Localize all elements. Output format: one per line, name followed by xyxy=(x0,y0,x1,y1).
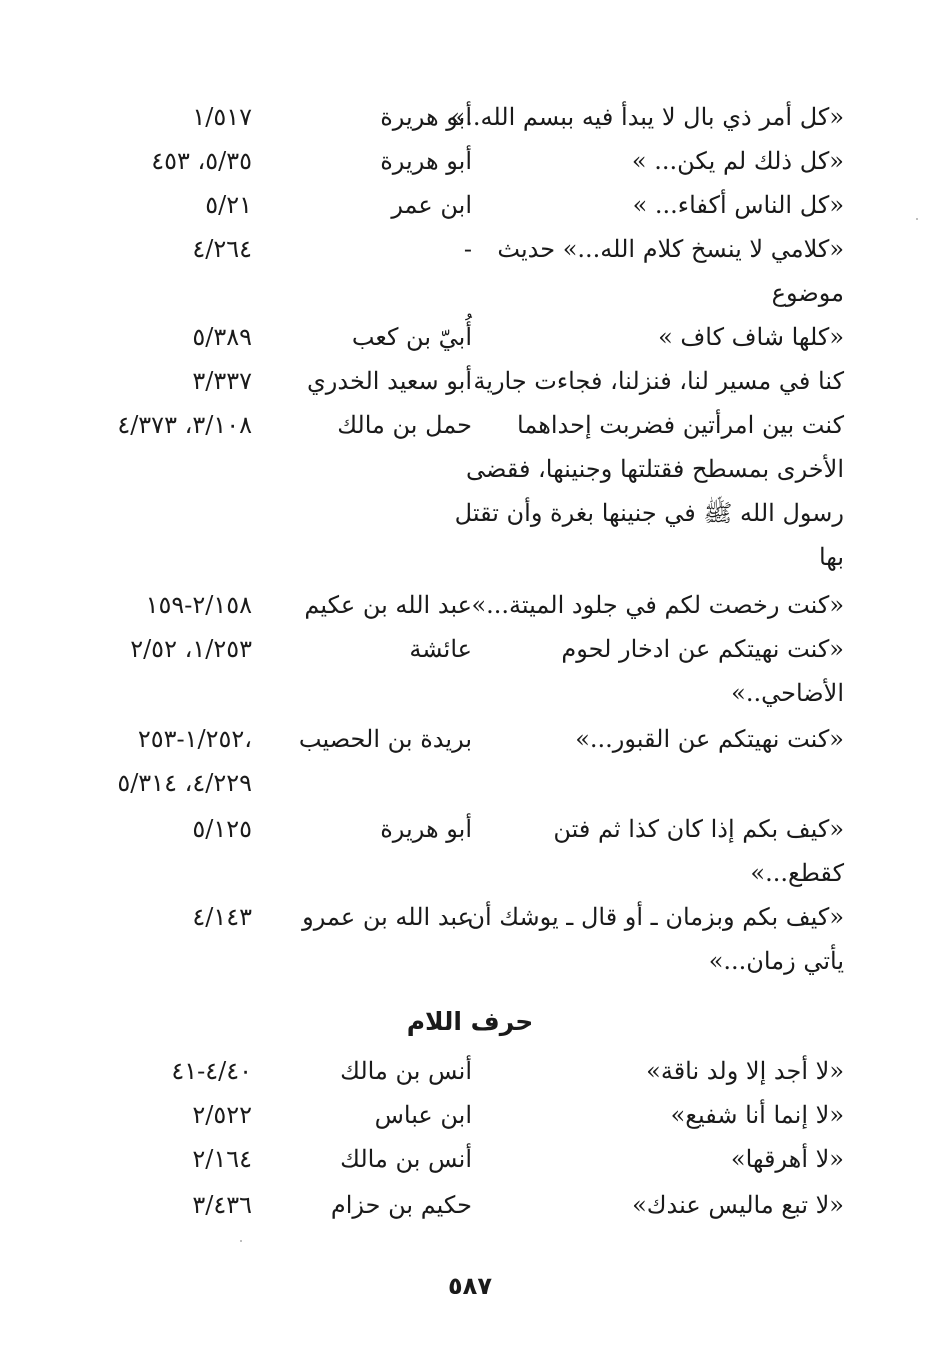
narrator: ابن عمر xyxy=(391,191,472,219)
hadith-text: الأخرى بمسطح فقتلتها وجنينها، فقضى xyxy=(466,455,844,483)
index-row-continuation xyxy=(0,270,940,316)
index-row-continuation xyxy=(0,490,940,536)
scan-speck xyxy=(916,218,918,220)
page-reference: ٥/٢١ xyxy=(205,191,252,219)
index-row xyxy=(0,226,940,272)
index-row xyxy=(0,626,940,672)
hadith-text: يأتي زمان...» xyxy=(708,947,844,975)
hadith-text: «كلها شاف كاف » xyxy=(658,323,844,351)
hadith-text: «كل الناس أكفاء... » xyxy=(632,191,844,219)
hadith-text: كقطع...» xyxy=(750,859,844,887)
page-reference: ١/٢٥٢-٢٥٣، xyxy=(137,725,252,753)
index-row xyxy=(0,182,940,228)
hadith-text: موضوع xyxy=(771,279,844,307)
narrator: أبو هريرة xyxy=(380,147,472,175)
narrator: أنس بن مالك xyxy=(340,1057,472,1085)
index-row-continuation xyxy=(0,760,940,806)
page-reference: ٤/١٤٣ xyxy=(192,903,252,931)
page-reference: ٤/٢٢٩، ٥/٣١٤ xyxy=(117,769,252,797)
narrator: أبو هريرة xyxy=(380,815,472,843)
narrator: عبد الله بن عكيم xyxy=(304,591,472,619)
narrator: عائشة xyxy=(409,635,472,663)
narrator: بريدة بن الحصيب xyxy=(298,725,472,753)
narrator: - xyxy=(463,235,472,263)
hadith-text: «كلامي لا ينسخ كلام الله...» حديث xyxy=(497,235,844,263)
hadith-text: «كيف بكم وبزمان ـ أو قال ـ يوشك أن xyxy=(467,903,844,931)
narrator: حمل بن مالك xyxy=(337,411,472,439)
page-reference: ٣/٤٣٦ xyxy=(192,1191,252,1219)
index-row xyxy=(0,314,940,360)
hadith-text: بها xyxy=(818,543,844,571)
page-reference: ٢/٥٢٢ xyxy=(192,1101,252,1129)
index-row xyxy=(0,138,940,184)
page-reference: ١/٢٥٣، ٢/٥٢ xyxy=(130,635,252,663)
index-row xyxy=(0,806,940,852)
index-row xyxy=(0,582,940,628)
narrator: عبد الله بن عمرو xyxy=(302,903,472,931)
index-row-continuation xyxy=(0,534,940,580)
index-row xyxy=(0,1182,940,1228)
page-number: ٥٨٧ xyxy=(448,1272,492,1300)
page-reference: ٥/٣٨٩ xyxy=(192,323,252,351)
hadith-text: «لا أهرقها» xyxy=(730,1145,844,1173)
hadith-text: كنا في مسير لنا، فنزلنا، فجاءت جارية xyxy=(473,367,844,395)
scan-speck xyxy=(240,1240,242,1242)
page-reference: ٢/١٥٨-١٥٩ xyxy=(145,591,252,619)
index-row-continuation xyxy=(0,446,940,492)
page-reference: ١/٥١٧ xyxy=(192,103,252,131)
hadith-text: «كيف بكم إذا كان كذا ثم فتن xyxy=(553,815,844,843)
index-row xyxy=(0,894,940,940)
narrator: أُبيّ بن كعب xyxy=(351,323,472,351)
narrator: ابن عباس xyxy=(374,1101,472,1129)
page-reference: ٥/٣٥، ٤٥٣ xyxy=(151,147,252,175)
index-row-continuation xyxy=(0,850,940,896)
page-reference: ٤/٢٦٤ xyxy=(192,235,252,263)
hadith-text: «لا أجد إلا ولد ناقة» xyxy=(646,1057,844,1085)
narrator: حكيم بن حزام xyxy=(330,1191,472,1219)
page-reference: ٤/٤٠-٤١ xyxy=(171,1057,252,1085)
hadith-text: الأضاحي..» xyxy=(731,679,844,707)
index-row xyxy=(0,402,940,448)
index-row xyxy=(0,1048,940,1094)
narrator: أبو هريرة xyxy=(380,103,472,131)
index-row xyxy=(0,1092,940,1138)
hadith-text: «لا إنما أنا شفيع» xyxy=(670,1101,844,1129)
index-row xyxy=(0,1136,940,1182)
hadith-text: «كل ذلك لم يكن... » xyxy=(631,147,844,175)
hadith-text: «لا تبع ماليس عندك» xyxy=(632,1191,844,1219)
hadith-text: «كل أمر ذي بال لا يبدأ فيه ببسم الله..» xyxy=(450,103,844,131)
narrator: أنس بن مالك xyxy=(340,1145,472,1173)
hadith-text: كنت بين امرأتين فضربت إحداهما xyxy=(517,411,844,439)
page-reference: ٥/١٢٥ xyxy=(192,815,252,843)
index-row xyxy=(0,716,940,762)
page-reference: ٣/٣٣٧ xyxy=(192,367,252,395)
hadith-text: «كنت نهيتكم عن القبور...» xyxy=(575,725,844,753)
hadith-text: رسول الله ﷺ في جنينها بغرة وأن تقتل xyxy=(454,499,844,527)
hadith-text: «كنت نهيتكم عن ادخار لحوم xyxy=(561,635,844,663)
hadith-text: «كنت رخصت لكم في جلود الميتة...» xyxy=(471,591,844,619)
narrator: أبو سعيد الخدري xyxy=(307,367,472,395)
index-row-continuation xyxy=(0,938,940,984)
index-row xyxy=(0,94,940,140)
index-row xyxy=(0,358,940,404)
section-heading: حرف اللام xyxy=(406,1007,534,1036)
page-reference: ٣/١٠٨، ٤/٣٧٣ xyxy=(117,411,252,439)
page-reference: ٢/١٦٤ xyxy=(192,1145,252,1173)
index-row-continuation xyxy=(0,670,940,716)
